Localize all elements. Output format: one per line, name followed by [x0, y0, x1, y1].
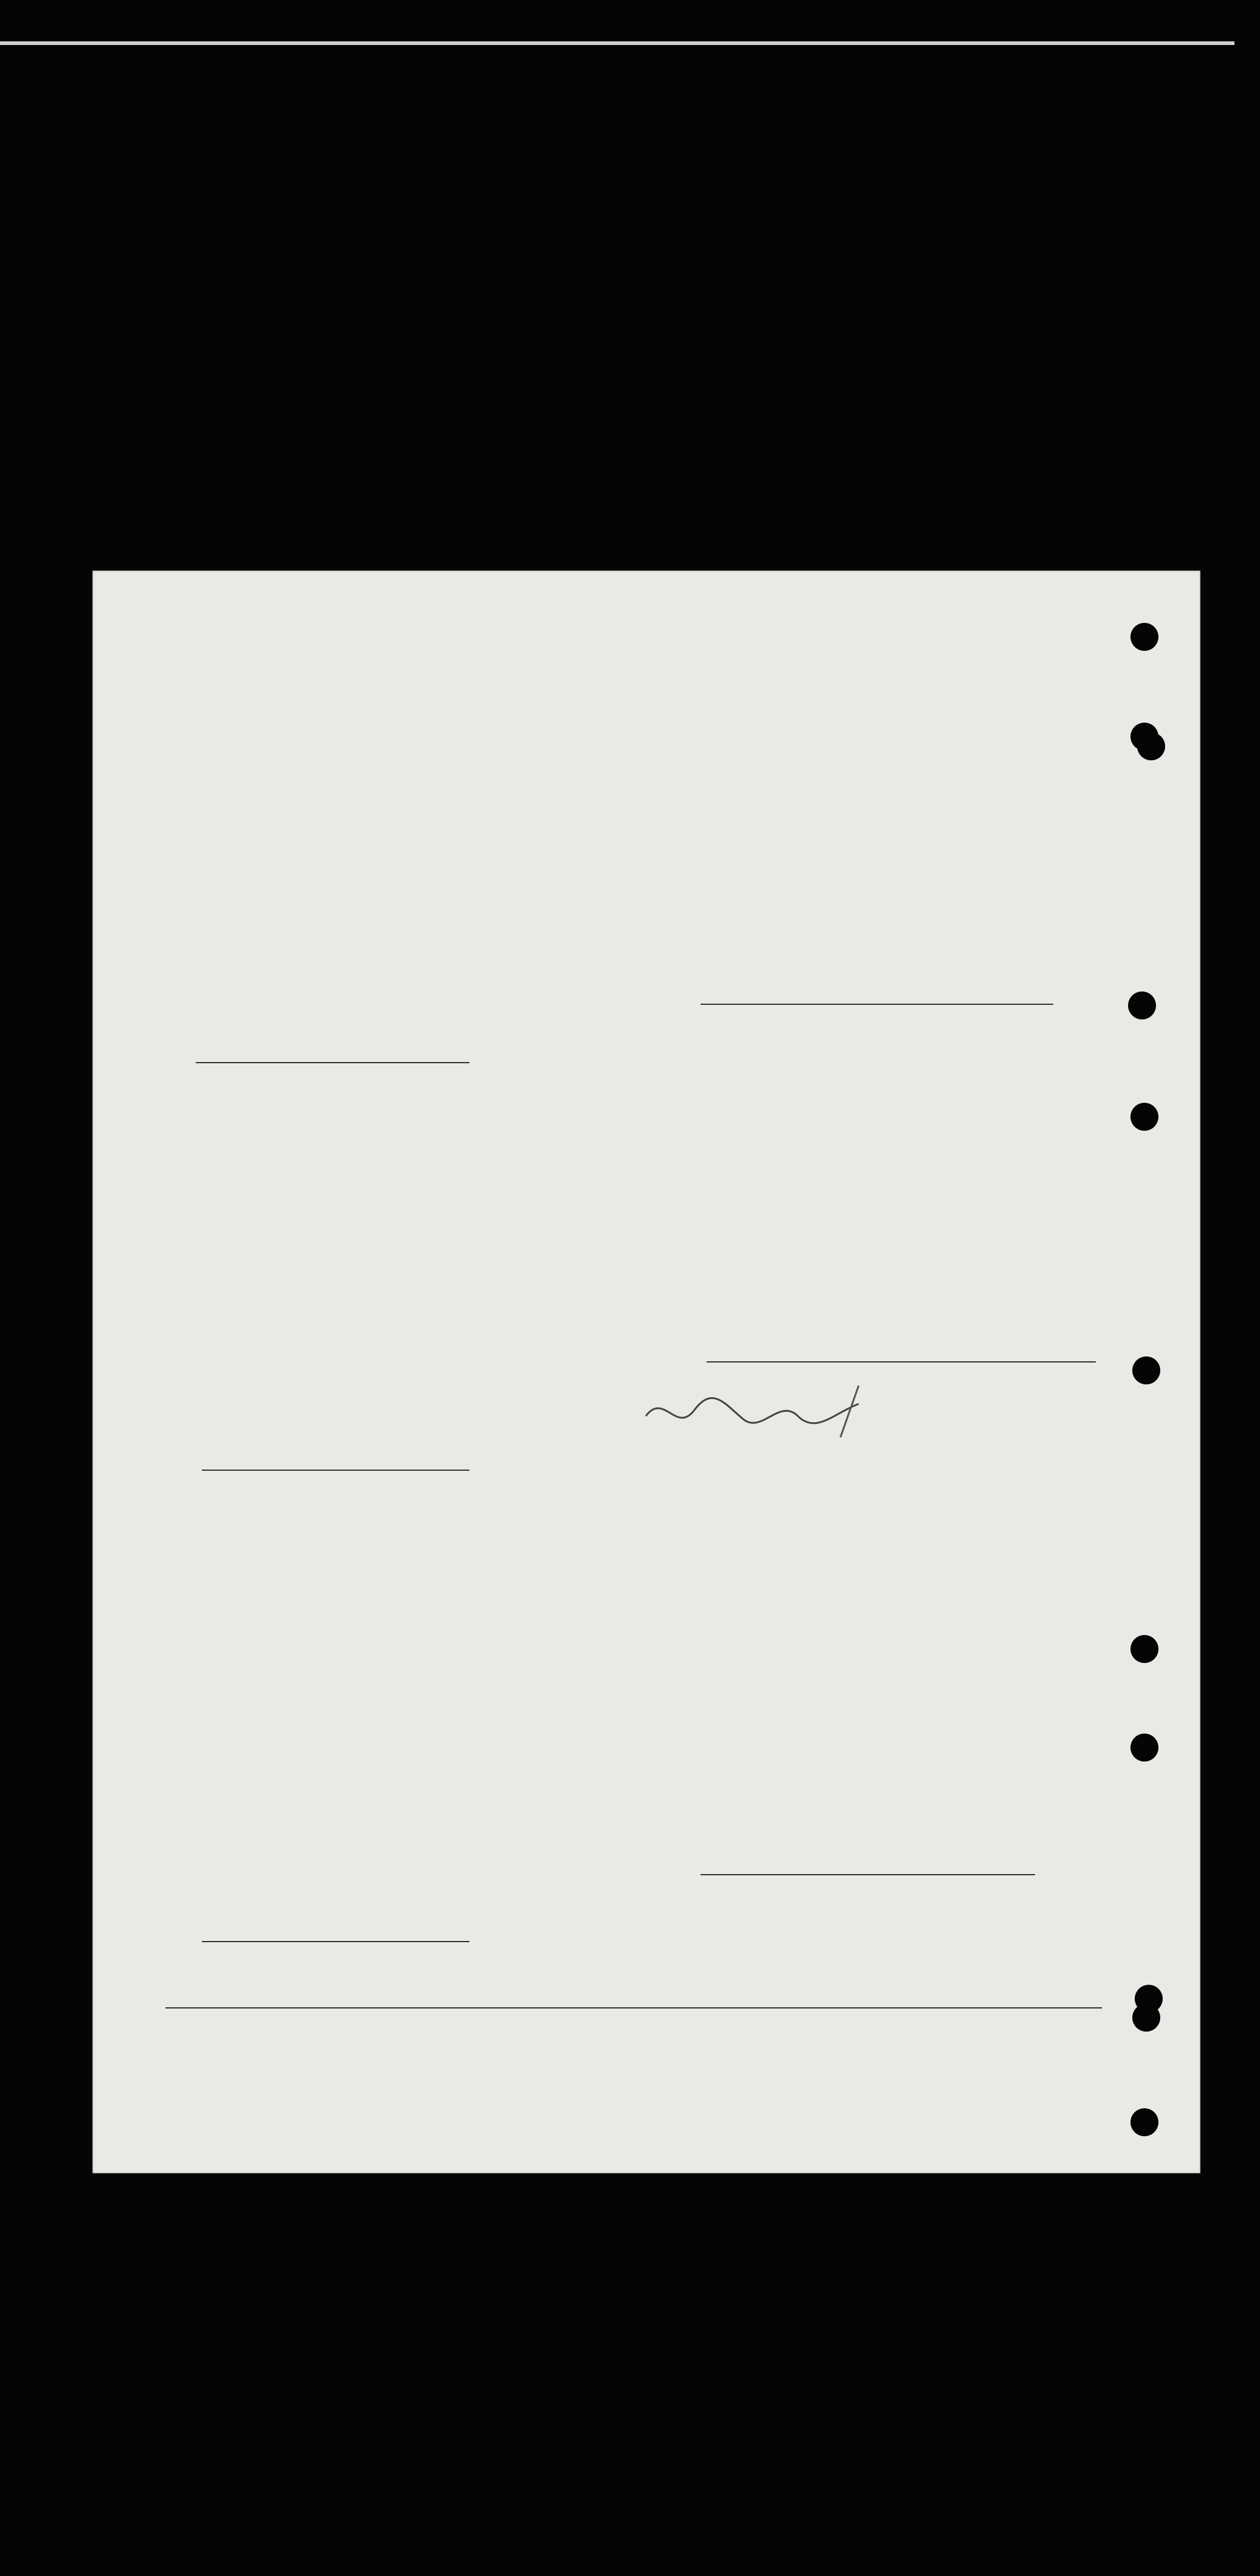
section-3-collector-line — [202, 1941, 469, 1942]
punch-hole — [1130, 1635, 1158, 1663]
section-2-surgeon-line — [707, 1361, 1096, 1363]
punch-hole — [1137, 732, 1165, 760]
section-3-master-line — [701, 1874, 1035, 1875]
punch-hole — [1130, 1734, 1158, 1762]
punch-hole — [1128, 991, 1156, 1019]
punch-hole — [1132, 2004, 1160, 2032]
scanner-top-edge — [0, 41, 1234, 45]
bottom-rule — [165, 2007, 1102, 2008]
surgeon-signature-scrawl — [640, 1380, 883, 1446]
section-2-signature-line — [202, 1470, 469, 1471]
punch-hole — [1132, 1356, 1160, 1384]
punch-hole — [1130, 2108, 1158, 2136]
section-1-signature-line — [196, 1062, 469, 1063]
manifest-page — [92, 571, 1200, 2173]
section-1-officer-line — [701, 1004, 1053, 1005]
punch-hole — [1130, 1103, 1158, 1131]
punch-hole — [1130, 623, 1158, 651]
